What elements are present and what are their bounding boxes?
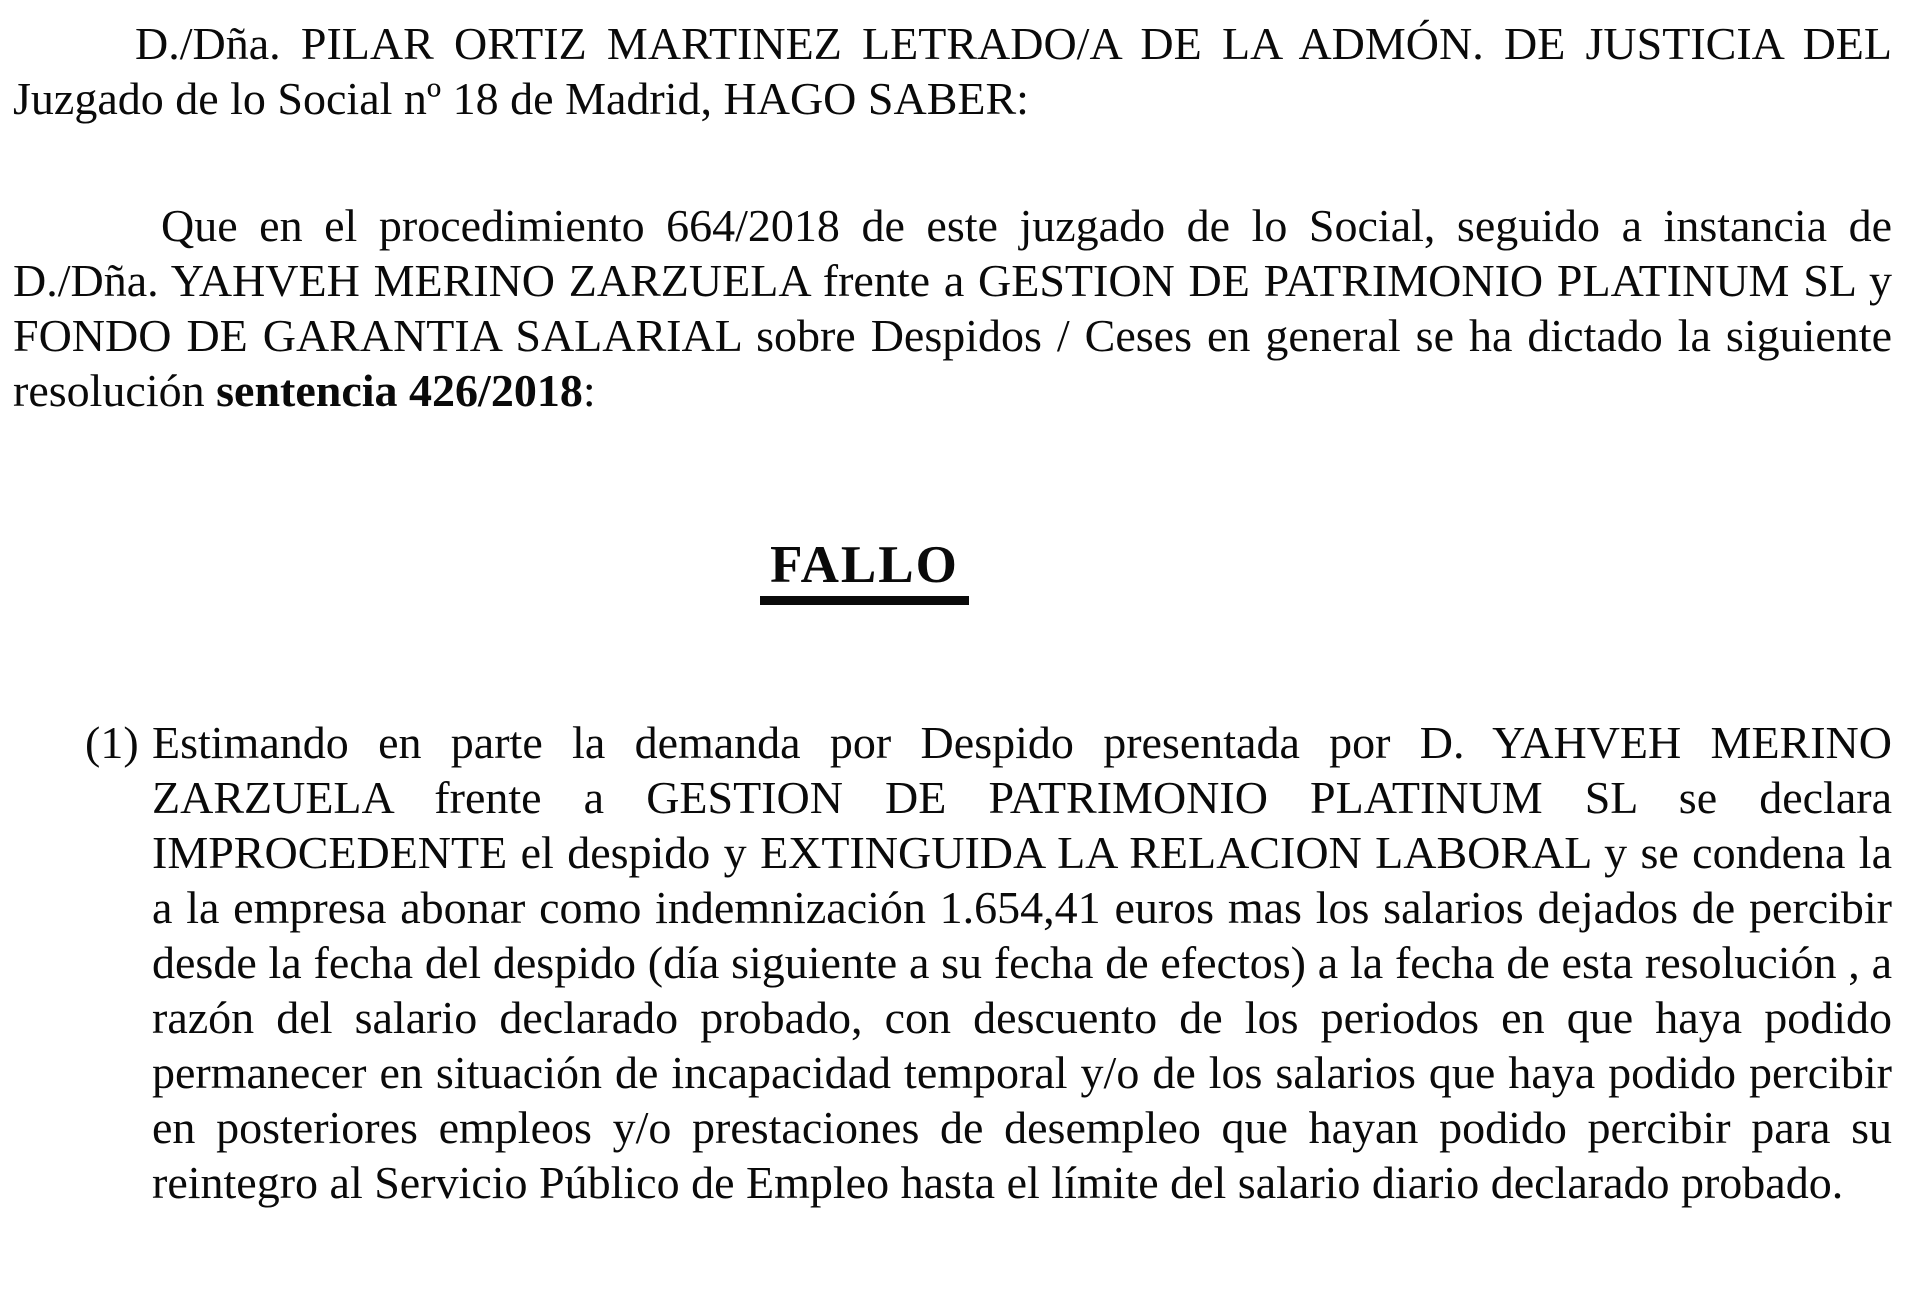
procedure-text-colon: : xyxy=(582,365,596,416)
ruling-item-text: Estimando en parte la demanda por Despido presentada por D. YAHVEH MERINO ZARZUELA frente a GESTION DE PATRIMONIO PLATINUM SL se declara IMPROCEDENTE el despido y EXTINGUIDA LA RELACION LABORAL y se condena la a la empresa abonar como indemnización 1.654,41 euros mas los salarios dejados de percibir desde la fecha del despido (día siguiente a su fecha de efectos) a la fecha de esta resolución , a razón del salario declarado probado, con descuento de los periodos en que haya podido permanecer en situación de incapacidad temporal y/o de los salarios que haya podido percibir en posteriores empleos y/o prestaciones de desempleo que hayan podido percibir para su reintegro al Servicio Público de Empleo hasta el límite del salario diario declarado probado. xyxy=(152,717,1892,1208)
ruling-item-number: (1) xyxy=(85,717,139,768)
fallo-heading-wrap xyxy=(13,536,1892,605)
procedure-text: Que en el procedimiento 664/2018 de este juzgado de lo Social, seguido a instancia de D./Dña. YAHVEH MERINO ZARZUELA frente a GESTION DE PATRIMONIO PLATINUM SL y FONDO DE GARANTIA SALARIAL sobre Despidos / Ceses en general se ha dictado la siguiente resolución xyxy=(13,200,1892,416)
fallo-heading: FALLO xyxy=(760,536,969,605)
ruling-item xyxy=(13,715,1892,1210)
intro-paragraph: D./Dña. PILAR ORTIZ MARTINEZ LETRADO/A DE LA ADMÓN. DE JUSTICIA DEL Juzgado de lo Social nº 18 de Madrid, HAGO SABER: xyxy=(13,18,1892,124)
resolution-reference: sentencia 426/2018 xyxy=(216,365,583,416)
procedure-paragraph xyxy=(13,198,1892,418)
